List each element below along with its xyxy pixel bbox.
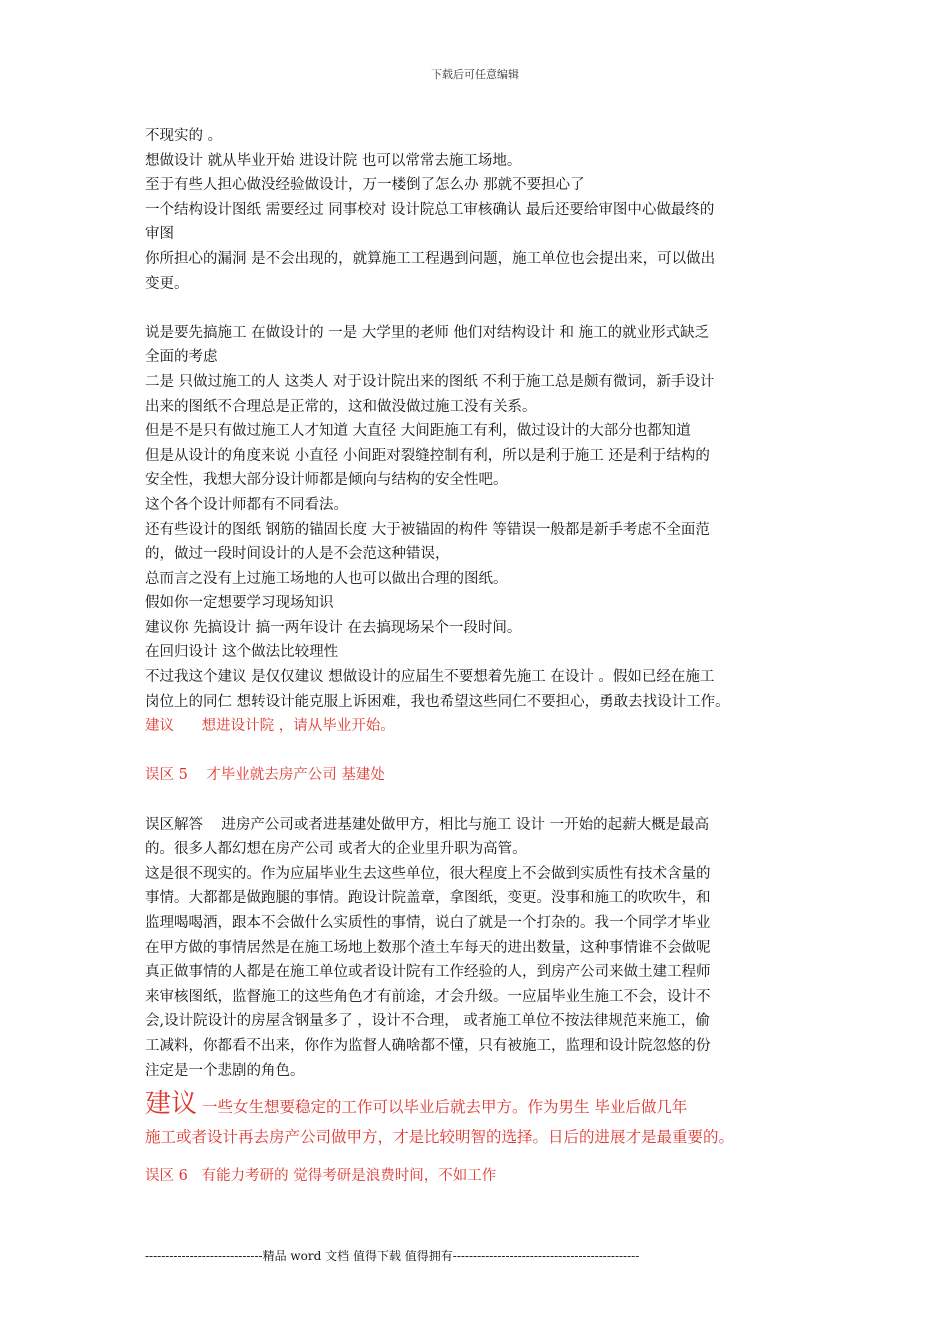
text-line: 注定是一个悲剧的角色。: [145, 1062, 305, 1079]
text-line: 安全性，我想大部分设计师都是倾向与结构的安全性吧。: [145, 472, 508, 489]
text-line: 真正做事情的人都是在施工单位或者设计院有工作经验的人，到房产公司来做土建工程师: [145, 964, 711, 981]
text-line: 全面的考虑: [145, 349, 218, 366]
text-line: 变更。: [145, 275, 189, 292]
text-line: 不现实的 。: [145, 128, 223, 144]
advice-developer-job: [145, 1089, 810, 1152]
text-line: 的。很多人都幻想在房产公司 或者大的企业里升职为高管。: [145, 841, 527, 858]
text-line: 岗位上的同仁 想转设计能克服上诉困难，我也希望这些同仁不要担心，勇敢去找设计工作。: [145, 693, 730, 710]
page-footer: -----------------------------精品 word 文档 值得下载 值得拥有----------------------------------------------: [145, 1249, 640, 1263]
paragraph-design-first: [145, 124, 810, 296]
text-line: 还有些设计的图纸 钢筋的锚固长度 大于被锚固的构件 等错误一般都是新手考虑不全面范: [145, 521, 710, 538]
text-line: 出来的图纸不合理总是正常的，这和做没做过施工没有关系。: [145, 398, 537, 415]
text-line: 工减料，你都看不出来，你作为监督人确啥都不懂，只有被施工，监理和设计院忽悠的份: [145, 1037, 711, 1054]
paragraph-gap: [145, 1152, 810, 1164]
text-line: 在甲方做的事情居然是在施工场地上数那个渣土车每天的进出数量，这种事情谁不会做呢: [145, 939, 711, 956]
document-body: [145, 124, 810, 1189]
text-line: 误区解答 进房产公司或者进基建处做甲方，相比与施工 设计 一开始的起薪大概是最高: [145, 816, 710, 833]
text-line: 想做设计 就从毕业开始 进设计院 也可以常常去施工场地。: [145, 152, 522, 169]
text-line: 说是要先搞施工 在做设计的 一是 大学里的老师 他们对结构设计 和 施工的就业形式缺乏: [145, 324, 710, 341]
text-line: 事情。大都都是做跑腿的事情。跑设计院盖章，拿图纸，变更。没事和施工的吹吹牛，和: [145, 890, 711, 907]
text-line: 这个各个设计师都有不同看法。: [145, 496, 348, 513]
text-line: 你所担心的漏洞 是不会出现的，就算施工工程遇到问题，施工单位也会提出来，可以做出: [145, 250, 716, 267]
text-line: 假如你一定想要学习现场知识: [145, 595, 334, 612]
section-heading-myth-6: 误区 6 有能力考研的 觉得考研是浪费时间，不如工作: [145, 1168, 497, 1185]
text-line: 一个结构设计图纸 需要经过 同事校对 设计院总工审核确认 最后还要给审图中心做最终的: [145, 201, 715, 218]
advice-design-institute: 建议 想进设计院 ，请从毕业开始。: [145, 718, 395, 735]
text-line: 建议你 先搞设计 搞一两年设计 在去搞现场呆个一段时间。: [145, 619, 522, 636]
advice-text: 一些女生想要稳定的工作可以毕业后就去甲方。作为男生 毕业后做几年: [197, 1098, 688, 1117]
text-line: 会,设计院设计的房屋含钢量多了 ，设计不合理， 或者施工单位不按法律规范来施工，偷: [145, 1013, 710, 1030]
paragraph-myth-5-answer: [145, 813, 810, 1084]
text-line: 总而言之没有上过施工场地的人也可以做出合理的图纸。: [145, 570, 508, 587]
text-line: 的，做过一段时间设计的人是不会范这种错误，: [145, 546, 450, 563]
paragraph-construction-first: [145, 321, 810, 715]
text-line: 这是很不现实的。作为应届毕业生去这些单位，很大程度上不会做到实质性有技术含量的: [145, 865, 711, 882]
paragraph-gap: [145, 296, 810, 321]
text-line: 但是从设计的角度来说 小直径 小间距对裂缝控制有利，所以是利于施工 还是利于结构的: [145, 447, 710, 464]
paragraph-gap: [145, 739, 810, 764]
page-header: 下载后可任意编辑: [431, 68, 519, 81]
text-line: 审图: [145, 226, 174, 243]
text-line: 监理喝喝酒，跟本不会做什么实质性的事情，说白了就是一个打杂的。我一个同学才毕业: [145, 915, 711, 931]
section-heading-myth-5: 误区 5 才毕业就去房产公司 基建处: [145, 767, 385, 784]
text-line: 来审核图纸，监督施工的这些角色才有前途，才会升级。一应届毕业生施工不会，设计不: [145, 988, 711, 1005]
text-line: 二是 只做过施工的人 这类人 对于设计院出来的图纸 不利于施工总是颇有微词，新手设计: [145, 373, 715, 390]
text-line: 不过我这个建议 是仅仅建议 想做设计的应届生不要想着先施工 在设计 。假如已经在施工: [145, 669, 715, 686]
text-line: 至于有些人担心做没经验做设计，万一楼倒了怎么办 那就不要担心了: [145, 177, 585, 194]
text-line: 但是不是只有做过施工人才知道 大直径 大间距施工有利，做过设计的大部分也都知道: [145, 423, 691, 440]
text-line: 在回归设计 这个做法比较理性: [145, 644, 339, 661]
advice-line: 施工或者设计再去房产公司做甲方，才是比较明智的选择。日后的进展才是最重要的。: [145, 1128, 735, 1147]
advice-line: [145, 1089, 810, 1122]
advice-label: 建议: [145, 1089, 198, 1120]
paragraph-gap: [145, 788, 810, 813]
